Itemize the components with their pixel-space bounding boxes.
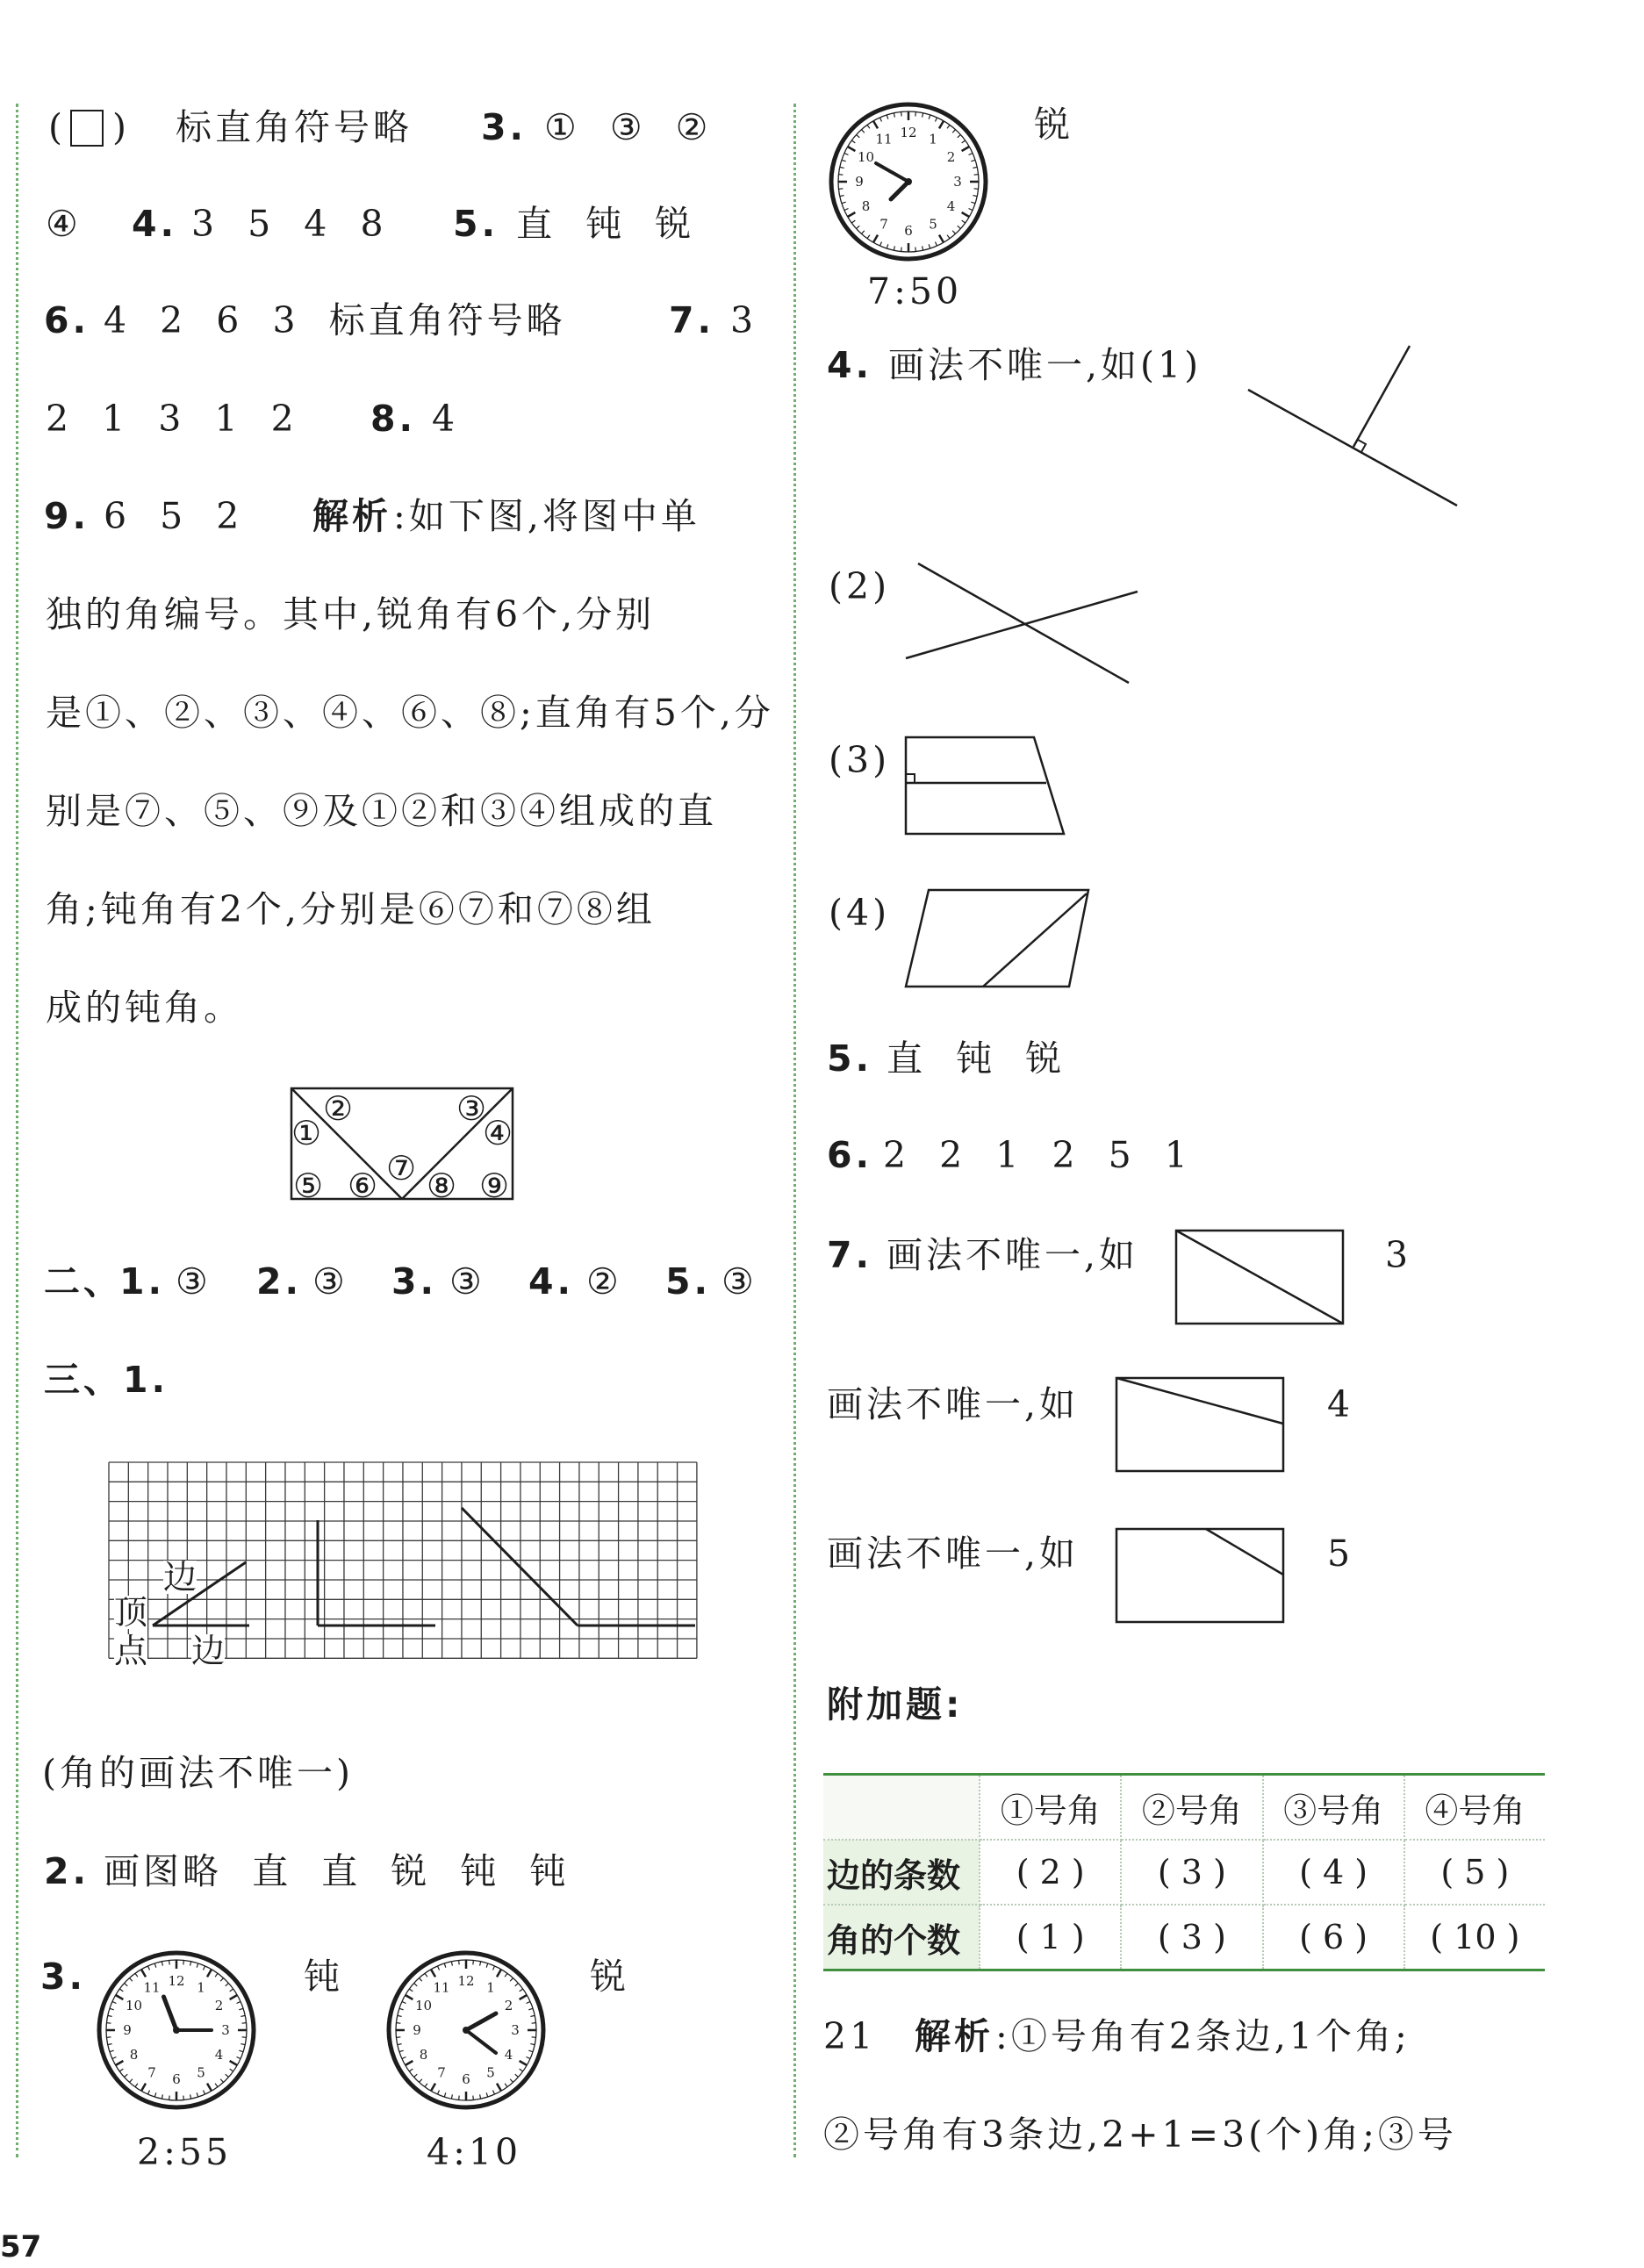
sec2-q5-answer: ③ — [721, 1260, 757, 1303]
final-analysis-line2: ②号角有3条边,2+1=3(个)角;③号 — [823, 2114, 1457, 2156]
grid-label-vertex-1: 顶 — [114, 1593, 148, 1632]
q7-answer-cont: 2 1 3 1 2 — [46, 398, 298, 440]
q4-answer: 3 5 4 8 — [191, 203, 387, 245]
q8-answer: 4 — [432, 398, 459, 440]
svg-text:12: 12 — [168, 1973, 185, 1989]
angle-note: (角的画法不唯一) — [42, 1752, 354, 1794]
q7-number: 7. — [669, 299, 715, 341]
clock2-time: 4:10 — [427, 2131, 522, 2173]
fig9-label-3: ③ — [456, 1089, 487, 1128]
svg-text:7: 7 — [147, 2064, 156, 2081]
clock-7-50 — [827, 100, 990, 263]
final-number: 21 — [823, 2015, 877, 2057]
svg-text:3: 3 — [953, 174, 962, 190]
q9-number: 9. — [44, 495, 90, 537]
extra-question-title: 附加题: — [827, 1683, 964, 1726]
paren-close: ) — [112, 106, 130, 148]
svg-text:9: 9 — [413, 2022, 421, 2038]
clock3-time: 7:50 — [867, 270, 963, 312]
rect-cut-2 — [1115, 1376, 1287, 1475]
q4-number: 4. — [132, 203, 178, 245]
svg-text:11: 11 — [433, 1979, 450, 1996]
svg-text:4: 4 — [946, 198, 956, 214]
svg-text:8: 8 — [129, 2047, 139, 2063]
sec2-q4-answer: ② — [586, 1260, 622, 1303]
svg-text:2: 2 — [214, 1998, 224, 2013]
clock1-answer: 钝 — [304, 1956, 343, 1998]
svg-text:5: 5 — [929, 216, 937, 233]
sec2-q4-number: 4. — [528, 1260, 575, 1303]
sec2-q1-number: 1. — [119, 1260, 166, 1303]
q6-answer: 4 2 6 3 标直角符号略 — [104, 299, 566, 341]
q9-analysis-line6: 成的钝角。 — [46, 987, 243, 1029]
svg-text:12: 12 — [457, 1973, 475, 1989]
q7-answer: 3 — [730, 299, 757, 341]
r-q7-answer-2: 4 — [1327, 1383, 1354, 1425]
table-header-cell: ②号角 — [1121, 1775, 1262, 1841]
q6-number: 6. — [44, 299, 90, 341]
r-q7-answer-3: 5 — [1327, 1532, 1354, 1575]
svg-text:12: 12 — [900, 125, 917, 140]
table-header-cell: ③号角 — [1263, 1775, 1404, 1841]
fig9-label-6: ⑥ — [348, 1166, 378, 1205]
fig9-label-8: ⑧ — [427, 1166, 457, 1205]
q9-analysis-line1: :如下图,将图中单 — [393, 495, 700, 537]
grid-label-vertex-2: 点 — [114, 1632, 148, 1670]
fig2-label: (2) — [829, 565, 891, 607]
sec2-q5-number: 5. — [665, 1260, 712, 1303]
fig3-label: (3) — [829, 739, 891, 781]
svg-text:10: 10 — [414, 1998, 433, 2013]
q9-analysis-line5: 角;钝角有2个,分别是⑥⑦和⑦⑧组 — [46, 888, 656, 930]
table-cell: ( 3 ) — [1121, 1905, 1262, 1970]
svg-text:6: 6 — [462, 2071, 470, 2087]
q5-number: 5. — [453, 203, 499, 245]
paren-open: ( — [48, 106, 66, 148]
r-q4-number: 4. — [827, 344, 873, 386]
sec2-q2-answer: ③ — [312, 1260, 348, 1303]
svg-text:9: 9 — [123, 2022, 132, 2038]
table-cell: ( 3 ) — [1121, 1840, 1262, 1905]
svg-text:2: 2 — [946, 149, 956, 165]
grid-label-edge-bottom: 边 — [191, 1632, 226, 1670]
parallelogram-figure — [902, 886, 1095, 992]
clock1-time: 2:55 — [137, 2131, 233, 2173]
rect-cut-3 — [1115, 1527, 1287, 1626]
fig9-label-9: ⑨ — [479, 1166, 510, 1205]
table-header-row — [823, 1775, 1545, 1841]
clock-2-55 — [95, 1949, 258, 2112]
table-header-corner — [823, 1775, 980, 1841]
table-cell: ( 2 ) — [980, 1840, 1121, 1905]
trapezoid-figure — [902, 734, 1078, 839]
svg-text:8: 8 — [419, 2047, 428, 2063]
r-q5-answer: 直 钝 锐 — [887, 1037, 1066, 1080]
sec2-q3-answer: ③ — [449, 1260, 485, 1303]
svg-text:4: 4 — [504, 2047, 513, 2063]
table-row-label: 边的条数 — [823, 1840, 980, 1905]
svg-text:2: 2 — [504, 1998, 513, 2013]
table-header-cell: ①号角 — [980, 1775, 1121, 1841]
r-q5-number: 5. — [827, 1037, 873, 1080]
fig9-label-2: ② — [323, 1089, 354, 1128]
r-q7-text-3: 画法不唯一,如 — [827, 1532, 1080, 1575]
svg-text:5: 5 — [197, 2064, 205, 2081]
q9-analysis-line3: 是①、②、③、④、⑥、⑧;直角有5个,分 — [46, 692, 774, 734]
table-header-cell: ④号角 — [1404, 1775, 1545, 1841]
line1-text: 标直角符号略 — [176, 106, 413, 148]
table-cell: ( 4 ) — [1263, 1840, 1404, 1905]
table-cell: ( 6 ) — [1263, 1905, 1404, 1970]
table-cell: ( 10 ) — [1404, 1905, 1545, 1970]
q5-answer: 直 钝 锐 — [516, 203, 695, 245]
final-analysis-label: 解析 — [915, 2015, 994, 2057]
fig4-label: (4) — [829, 892, 891, 934]
page-number: 57 — [0, 2229, 42, 2264]
final-analysis-line1: :①号角有2条边,1个角; — [995, 2015, 1411, 2057]
svg-text:1: 1 — [929, 131, 937, 147]
r-q6-answer: 2 2 1 2 5 1 — [883, 1134, 1191, 1176]
r-q7-answer-1: 3 — [1385, 1234, 1412, 1276]
fig9-label-4: ④ — [483, 1114, 513, 1152]
table-cell: ( 5 ) — [1404, 1840, 1545, 1905]
svg-text:7: 7 — [437, 2064, 446, 2081]
q9-answer: 6 5 2 — [104, 495, 243, 537]
q3-answer-cont: ④ — [46, 203, 82, 245]
q3-number: 3. — [481, 106, 528, 148]
r-q7-number: 7. — [827, 1234, 873, 1276]
q3-answer: ① ③ ② — [544, 106, 712, 148]
svg-text:1: 1 — [486, 1979, 495, 1996]
r-q6-number: 6. — [827, 1134, 873, 1176]
table-row — [823, 1905, 1545, 1970]
blank-box — [70, 110, 104, 147]
sec2-q3-number: 3. — [391, 1260, 438, 1303]
clock-4-10 — [384, 1949, 548, 2112]
l-q3-number: 3. — [40, 1956, 87, 1998]
clock2-answer: 锐 — [590, 1956, 629, 1998]
r-q7-text-1: 画法不唯一,如 — [887, 1234, 1139, 1276]
svg-text:11: 11 — [875, 131, 893, 147]
table-row-label: 角的个数 — [823, 1905, 980, 1970]
svg-text:11: 11 — [143, 1979, 161, 1996]
svg-text:3: 3 — [221, 2022, 230, 2038]
r-q7-text-2: 画法不唯一,如 — [827, 1383, 1080, 1425]
l-q2-answer: 画图略 直 直 锐 钝 钝 — [104, 1850, 570, 1892]
table-row — [823, 1840, 1545, 1905]
perpendicular-figure-2 — [904, 562, 1141, 685]
section-3-heading: 三、1. — [44, 1359, 169, 1401]
sec2-q1-answer: ③ — [176, 1260, 212, 1303]
q9-analysis-label: 解析 — [312, 495, 391, 537]
fig9-label-5: ⑤ — [293, 1166, 324, 1205]
sec2-q2-number: 2. — [256, 1260, 303, 1303]
svg-text:7: 7 — [879, 216, 888, 233]
svg-text:6: 6 — [904, 223, 913, 239]
fig9-label-1: ① — [291, 1114, 322, 1152]
svg-text:8: 8 — [861, 198, 871, 214]
svg-text:6: 6 — [172, 2071, 181, 2087]
q9-analysis-line2: 独的角编号。其中,锐角有6个,分别 — [46, 593, 656, 635]
rect-cut-1 — [1174, 1229, 1346, 1327]
section-2-heading: 二、 — [44, 1260, 123, 1303]
svg-text:1: 1 — [197, 1979, 205, 1996]
angle-count-table — [823, 1773, 1545, 1971]
r-q4-text: 画法不唯一,如(1) — [888, 344, 1202, 386]
q9-analysis-line4: 别是⑦、⑤、⑨及①②和③④组成的直 — [46, 790, 717, 832]
column-divider-left — [16, 104, 18, 2157]
fig9-label-7: ⑦ — [386, 1149, 417, 1188]
clock3-answer: 锐 — [1034, 104, 1073, 146]
l-q2-number: 2. — [44, 1850, 90, 1892]
svg-text:10: 10 — [125, 1998, 143, 2013]
svg-text:3: 3 — [511, 2022, 520, 2038]
perpendicular-figure-1 — [1246, 342, 1466, 509]
table-cell: ( 1 ) — [980, 1905, 1121, 1970]
svg-text:9: 9 — [855, 174, 864, 190]
svg-text:10: 10 — [857, 149, 875, 165]
svg-text:4: 4 — [214, 2047, 224, 2063]
q8-number: 8. — [370, 398, 417, 440]
svg-text:5: 5 — [486, 2064, 495, 2081]
grid-label-edge-top: 边 — [163, 1558, 197, 1597]
column-divider-right — [793, 104, 796, 2157]
